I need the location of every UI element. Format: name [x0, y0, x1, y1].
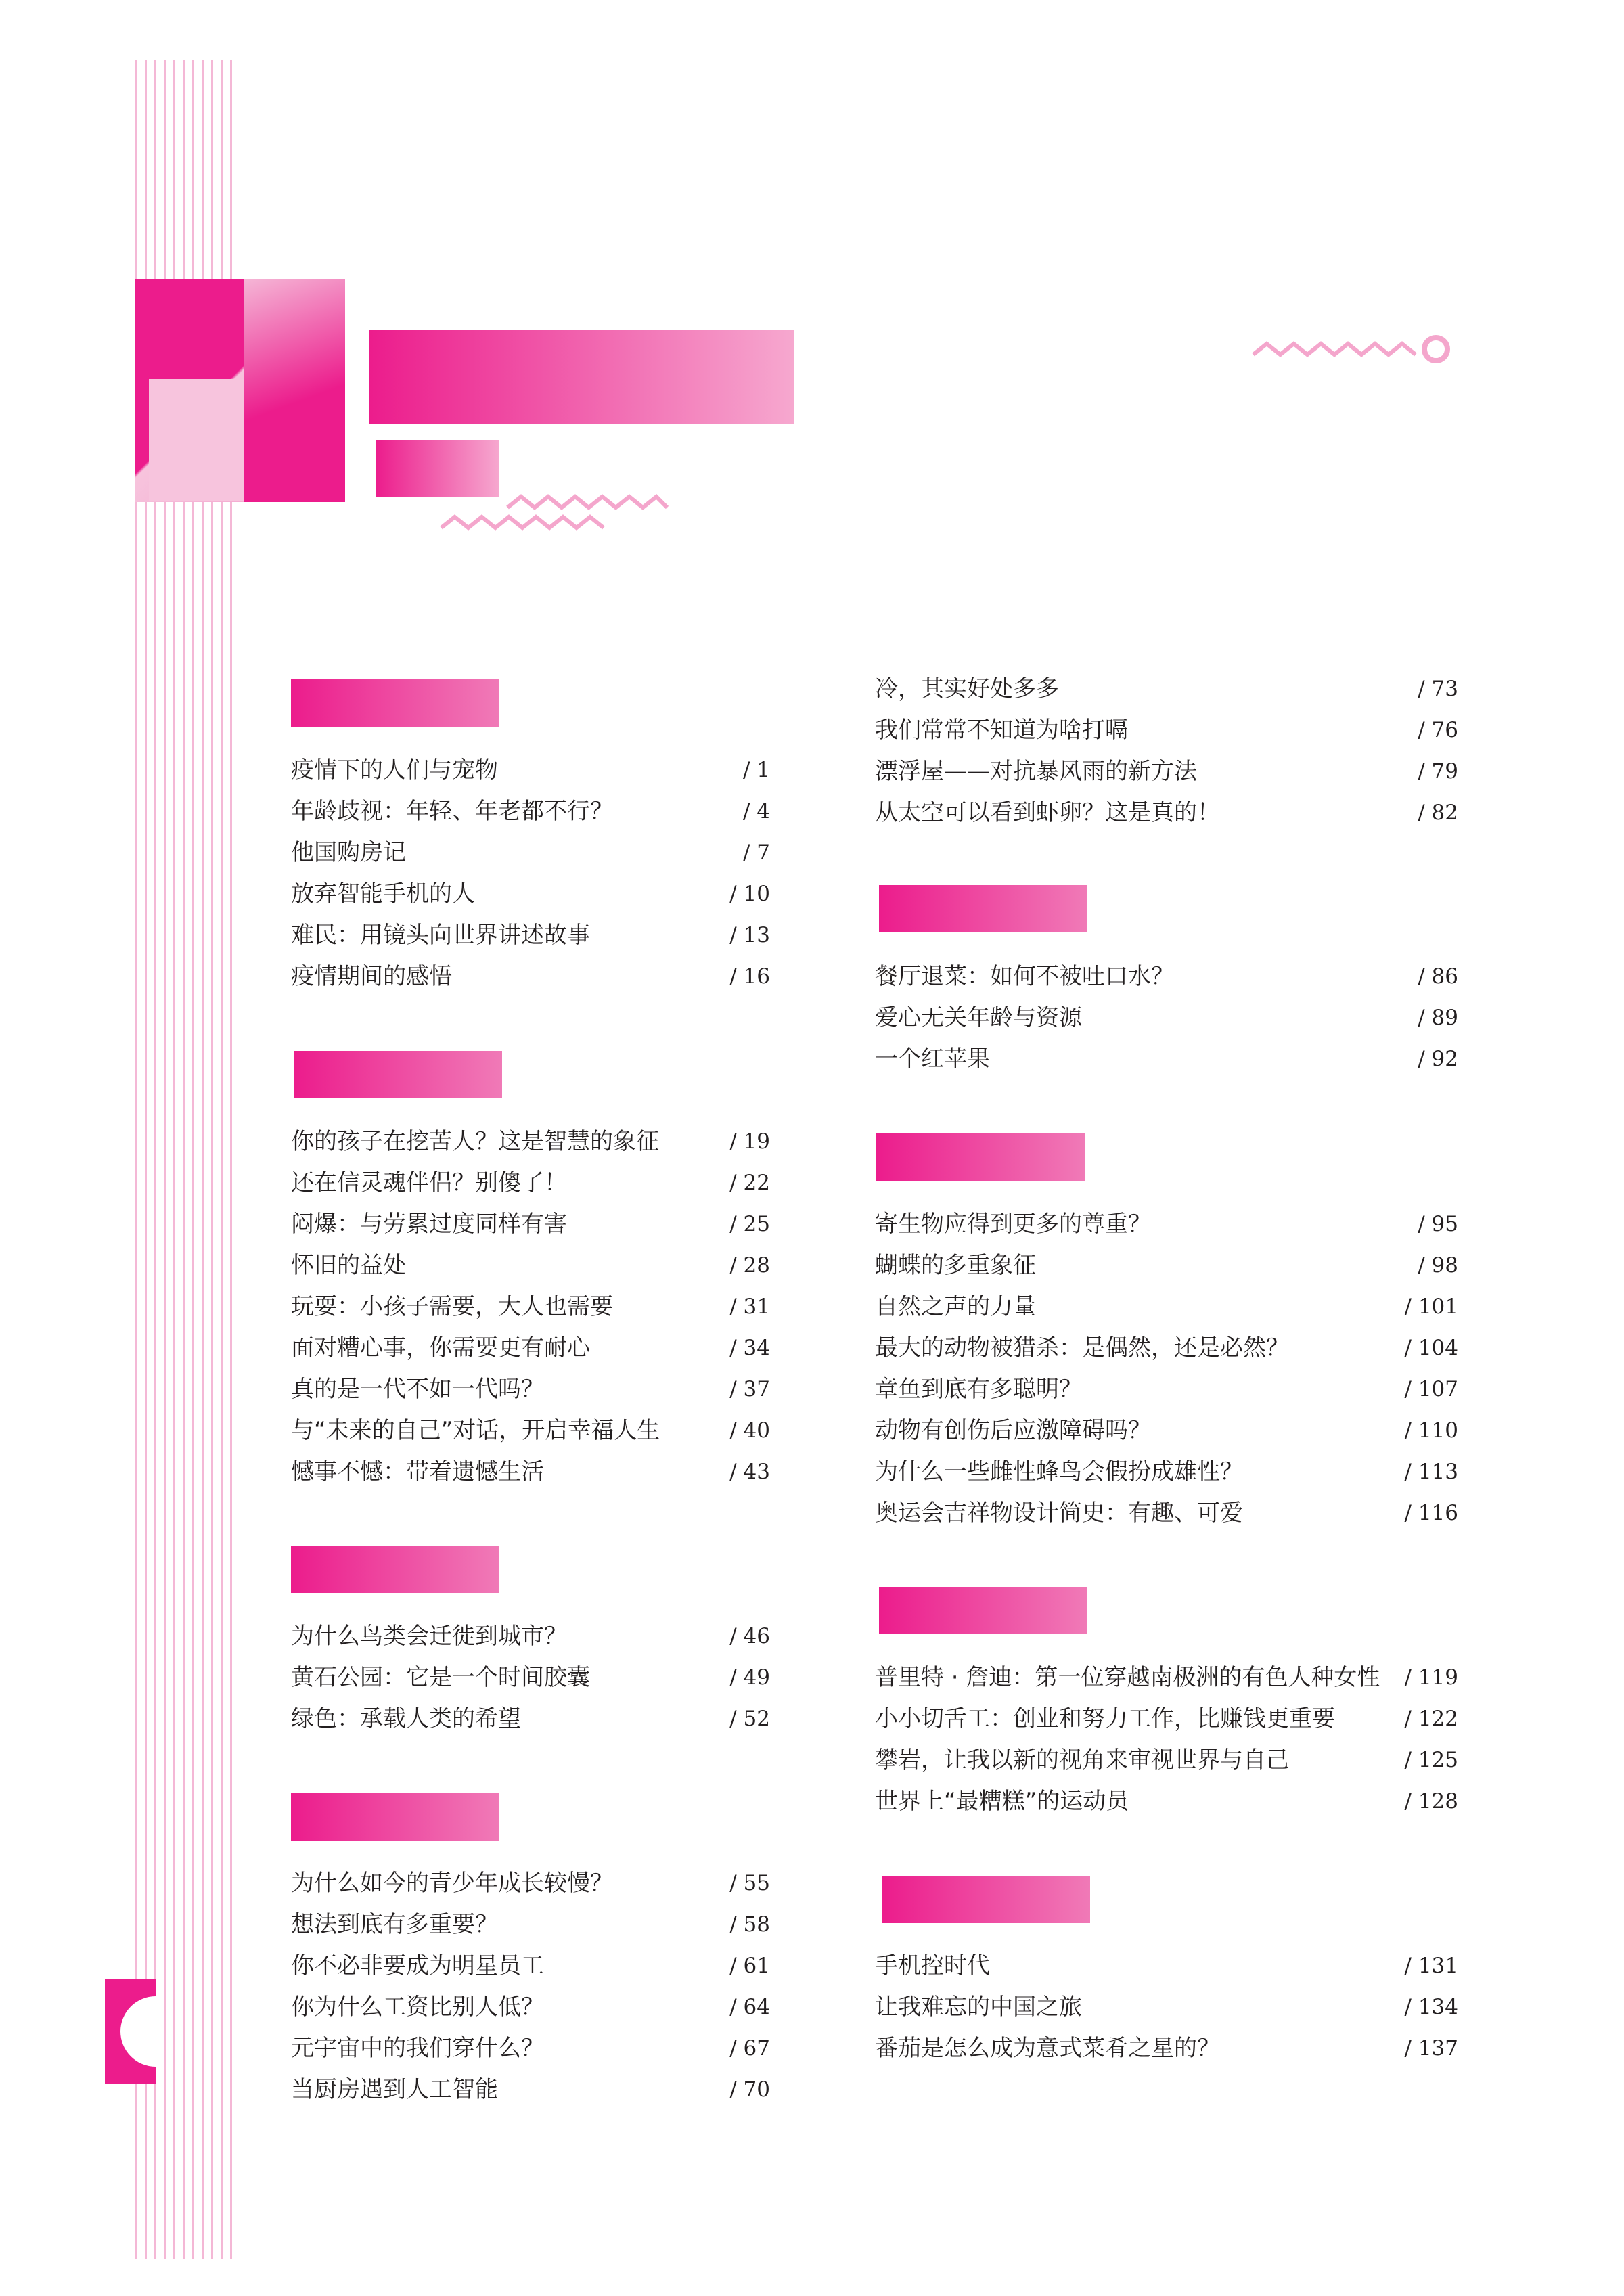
toc-item[interactable]: [291, 2071, 770, 2109]
toc-item[interactable]: [875, 999, 1458, 1037]
toc-item-page: / 131: [1404, 1954, 1458, 1978]
toc-item-page: / 89: [1418, 1006, 1458, 1030]
section-bar: [879, 885, 1087, 932]
toc-item[interactable]: [291, 1947, 770, 1985]
toc-item[interactable]: [291, 1412, 770, 1449]
toc-item[interactable]: [875, 1329, 1458, 1367]
toc-item[interactable]: [875, 1040, 1458, 1078]
toc-item-page: / 67: [729, 2036, 770, 2061]
toc-item[interactable]: [875, 1700, 1458, 1738]
section-bar: [291, 679, 499, 727]
toc-item-page: / 64: [729, 1995, 770, 2019]
toc-item-title: 元宇宙中的我们穿什么？: [291, 2035, 544, 2062]
toc-item-title: 从太空可以看到虾卵？这是真的！: [875, 799, 1220, 826]
toc-item-page: / 79: [1418, 759, 1458, 784]
toc-item[interactable]: [291, 1700, 770, 1738]
toc-item[interactable]: [291, 1370, 770, 1408]
title-banner: [369, 330, 794, 424]
toc-item-title: 疫情下的人们与宠物: [291, 757, 498, 784]
toc-item-page: / 70: [729, 2077, 770, 2102]
toc-item-page: / 134: [1404, 1995, 1458, 2019]
toc-item-title: 为什么鸟类会迁徙到城市？: [291, 1623, 567, 1650]
toc-item[interactable]: [875, 711, 1458, 749]
half-circle-tab: [105, 1979, 156, 2084]
toc-item-title: 自然之声的力量: [875, 1293, 1036, 1320]
toc-item[interactable]: [875, 1659, 1458, 1696]
section-bar: [291, 1546, 499, 1593]
toc-item-title: 面对糟心事，你需要更有耐心: [291, 1334, 590, 1361]
toc-item-page: / 58: [729, 1912, 770, 1937]
toc-item-title: 怀旧的益处: [291, 1252, 406, 1279]
toc-item[interactable]: [291, 1123, 770, 1161]
zigzag-decoration: [440, 487, 670, 541]
toc-item-title: 最大的动物被猎杀：是偶然，还是必然？: [875, 1334, 1289, 1361]
toc-item[interactable]: [875, 1412, 1458, 1449]
toc-item-page: / 137: [1404, 2036, 1458, 2061]
toc-item-page: / 107: [1404, 1377, 1458, 1401]
magenta-block-inner: [244, 279, 345, 502]
toc-item-title: 年龄歧视：年轻、年老都不行？: [291, 798, 613, 825]
toc-item[interactable]: [291, 916, 770, 954]
toc-item-page: / 52: [729, 1707, 770, 1731]
toc-item-title: 绿色：承载人类的希望: [291, 1705, 521, 1732]
toc-item-title: 憾事不憾：带着遗憾生活: [291, 1458, 544, 1485]
toc-item-title: 手机控时代: [875, 1952, 990, 1979]
toc-item-title: 与“未来的自己”对话，开启幸福人生: [291, 1417, 660, 1444]
toc-item[interactable]: [291, 1617, 770, 1655]
toc-item-page: / 19: [729, 1129, 770, 1154]
toc-item[interactable]: [291, 834, 770, 872]
toc-item-title: 我们常常不知道为啥打嗝: [875, 717, 1128, 744]
section-bar: [291, 1793, 499, 1841]
toc-item-page: / 125: [1404, 1748, 1458, 1772]
toc-item-page: / 61: [729, 1954, 770, 1978]
toc-item[interactable]: [875, 1947, 1458, 1985]
toc-item[interactable]: [291, 1864, 770, 1902]
section-bar: [879, 1587, 1087, 1634]
toc-item-title: 难民：用镜头向世界讲述故事: [291, 922, 590, 949]
toc-item-page: / 128: [1404, 1789, 1458, 1814]
toc-item-page: / 16: [729, 964, 770, 989]
toc-item[interactable]: [291, 875, 770, 913]
toc-item[interactable]: [875, 1370, 1458, 1408]
toc-item-title: 他国购房记: [291, 839, 406, 866]
toc-item-title: 放弃智能手机的人: [291, 880, 475, 907]
toc-item-page: / 101: [1404, 1295, 1458, 1319]
toc-item-title: 章鱼到底有多聪明？: [875, 1376, 1082, 1403]
section-bar: [882, 1876, 1090, 1923]
toc-item-title: 闷爆：与劳累过度同样有害: [291, 1211, 567, 1238]
toc-item-title: 为什么如今的青少年成长较慢？: [291, 1870, 613, 1897]
toc-item-page: / 37: [729, 1377, 770, 1401]
toc-item-page: / 119: [1404, 1665, 1458, 1690]
toc-item-title: 爱心无关年龄与资源: [875, 1004, 1082, 1031]
toc-item-page: / 98: [1418, 1253, 1458, 1278]
toc-item-page: / 40: [729, 1418, 770, 1443]
toc-item-title: 蝴蝶的多重象征: [875, 1252, 1036, 1279]
section-bar: [876, 1133, 1085, 1181]
toc-item-page: / 110: [1404, 1418, 1458, 1443]
toc-item-title: 为什么一些雌性蜂鸟会假扮成雄性？: [875, 1458, 1243, 1485]
toc-item-title: 当厨房遇到人工智能: [291, 2076, 498, 2103]
toc-item[interactable]: [291, 958, 770, 995]
toc-item-page: / 104: [1404, 1336, 1458, 1360]
toc-item-page: / 10: [729, 882, 770, 906]
toc-item-page: / 92: [1418, 1047, 1458, 1071]
toc-item-title: 番茄是怎么成为意式菜肴之星的？: [875, 2035, 1220, 2062]
toc-item-title: 奥运会吉祥物设计简史：有趣、可爱: [875, 1500, 1243, 1527]
toc-item-title: 疫情期间的感悟: [291, 963, 452, 990]
toc-item[interactable]: [291, 1329, 770, 1367]
toc-item[interactable]: [291, 1205, 770, 1243]
toc-item-title: 真的是一代不如一代吗？: [291, 1376, 544, 1403]
toc-item-title: 一个红苹果: [875, 1045, 990, 1073]
toc-item[interactable]: [875, 1494, 1458, 1532]
toc-item[interactable]: [291, 1453, 770, 1491]
pale-pink-square: [149, 379, 244, 501]
toc-item-title: 普里特 · 詹迪：第一位穿越南极洲的有色人种女性: [875, 1664, 1380, 1691]
toc-item[interactable]: [291, 751, 770, 789]
toc-item-page: / 116: [1404, 1501, 1458, 1525]
toc-item-page: / 82: [1418, 801, 1458, 825]
toc-item-title: 世界上“最糟糕”的运动员: [875, 1788, 1129, 1815]
toc-item-page: / 49: [729, 1665, 770, 1690]
toc-item-title: 还在信灵魂伴侣？别傻了！: [291, 1169, 567, 1196]
toc-item[interactable]: [291, 792, 770, 830]
toc-item-page: / 55: [729, 1871, 770, 1895]
toc-item-page: / 76: [1418, 718, 1458, 742]
toc-item-title: 漂浮屋——对抗暴风雨的新方法: [875, 758, 1197, 785]
toc-item-page: / 34: [729, 1336, 770, 1360]
toc-item[interactable]: [291, 1906, 770, 1943]
toc-item-title: 你为什么工资比别人低？: [291, 1994, 544, 2021]
toc-item[interactable]: [875, 2029, 1458, 2067]
toc-item-page: / 22: [729, 1171, 770, 1195]
toc-item-title: 让我难忘的中国之旅: [875, 1994, 1082, 2021]
toc-item[interactable]: [875, 1782, 1458, 1820]
toc-item[interactable]: [291, 1988, 770, 2026]
toc-item[interactable]: [875, 1988, 1458, 2026]
section-bar: [294, 1051, 502, 1098]
toc-item-title: 寄生物应得到更多的尊重？: [875, 1211, 1151, 1238]
toc-item-page: / 1: [742, 758, 770, 782]
toc-item[interactable]: [291, 1246, 770, 1284]
toc-item[interactable]: [875, 794, 1458, 832]
toc-item-title: 动物有创伤后应激障碍吗？: [875, 1417, 1151, 1444]
toc-item-title: 想法到底有多重要？: [291, 1911, 498, 1938]
toc-item[interactable]: [875, 1246, 1458, 1284]
toc-item[interactable]: [875, 1205, 1458, 1243]
toc-item-page: / 46: [729, 1624, 770, 1648]
zigzag-circle-decoration: [1252, 330, 1455, 364]
toc-item-page: / 28: [729, 1253, 770, 1278]
toc-item-title: 黄石公园：它是一个时间胶囊: [291, 1664, 590, 1691]
toc-item[interactable]: [875, 752, 1458, 790]
toc-item-title: 你不必非要成为明星员工: [291, 1952, 544, 1979]
toc-item[interactable]: [291, 1288, 770, 1326]
toc-item[interactable]: [875, 1741, 1458, 1779]
toc-item-page: / 31: [729, 1295, 770, 1319]
toc-item-page: / 4: [742, 799, 770, 824]
toc-item-page: / 113: [1404, 1460, 1458, 1484]
toc-item[interactable]: [291, 2029, 770, 2067]
toc-item-page: / 73: [1418, 677, 1458, 701]
toc-item-page: / 95: [1418, 1212, 1458, 1236]
toc-item-title: 小小切舌工：创业和努力工作，比赚钱更重要: [875, 1705, 1335, 1732]
toc-item[interactable]: [291, 1164, 770, 1202]
toc-item-page: / 13: [729, 923, 770, 947]
toc-item-title: 冷，其实好处多多: [875, 675, 1059, 702]
toc-item[interactable]: [875, 1288, 1458, 1326]
toc-item[interactable]: [875, 670, 1458, 708]
toc-item[interactable]: [875, 958, 1458, 995]
toc-item-title: 餐厅退菜：如何不被吐口水？: [875, 963, 1174, 990]
toc-item[interactable]: [875, 1453, 1458, 1491]
toc-item[interactable]: [291, 1659, 770, 1696]
toc-item-page: / 122: [1404, 1707, 1458, 1731]
toc-item-page: / 86: [1418, 964, 1458, 989]
toc-item-page: / 7: [742, 840, 770, 865]
toc-item-title: 你的孩子在挖苦人？这是智慧的象征: [291, 1128, 659, 1155]
toc-item-page: / 25: [729, 1212, 770, 1236]
toc-item-page: / 43: [729, 1460, 770, 1484]
toc-item-title: 攀岩，让我以新的视角来审视世界与自己: [875, 1747, 1289, 1774]
toc-item-title: 玩耍：小孩子需要，大人也需要: [291, 1293, 613, 1320]
